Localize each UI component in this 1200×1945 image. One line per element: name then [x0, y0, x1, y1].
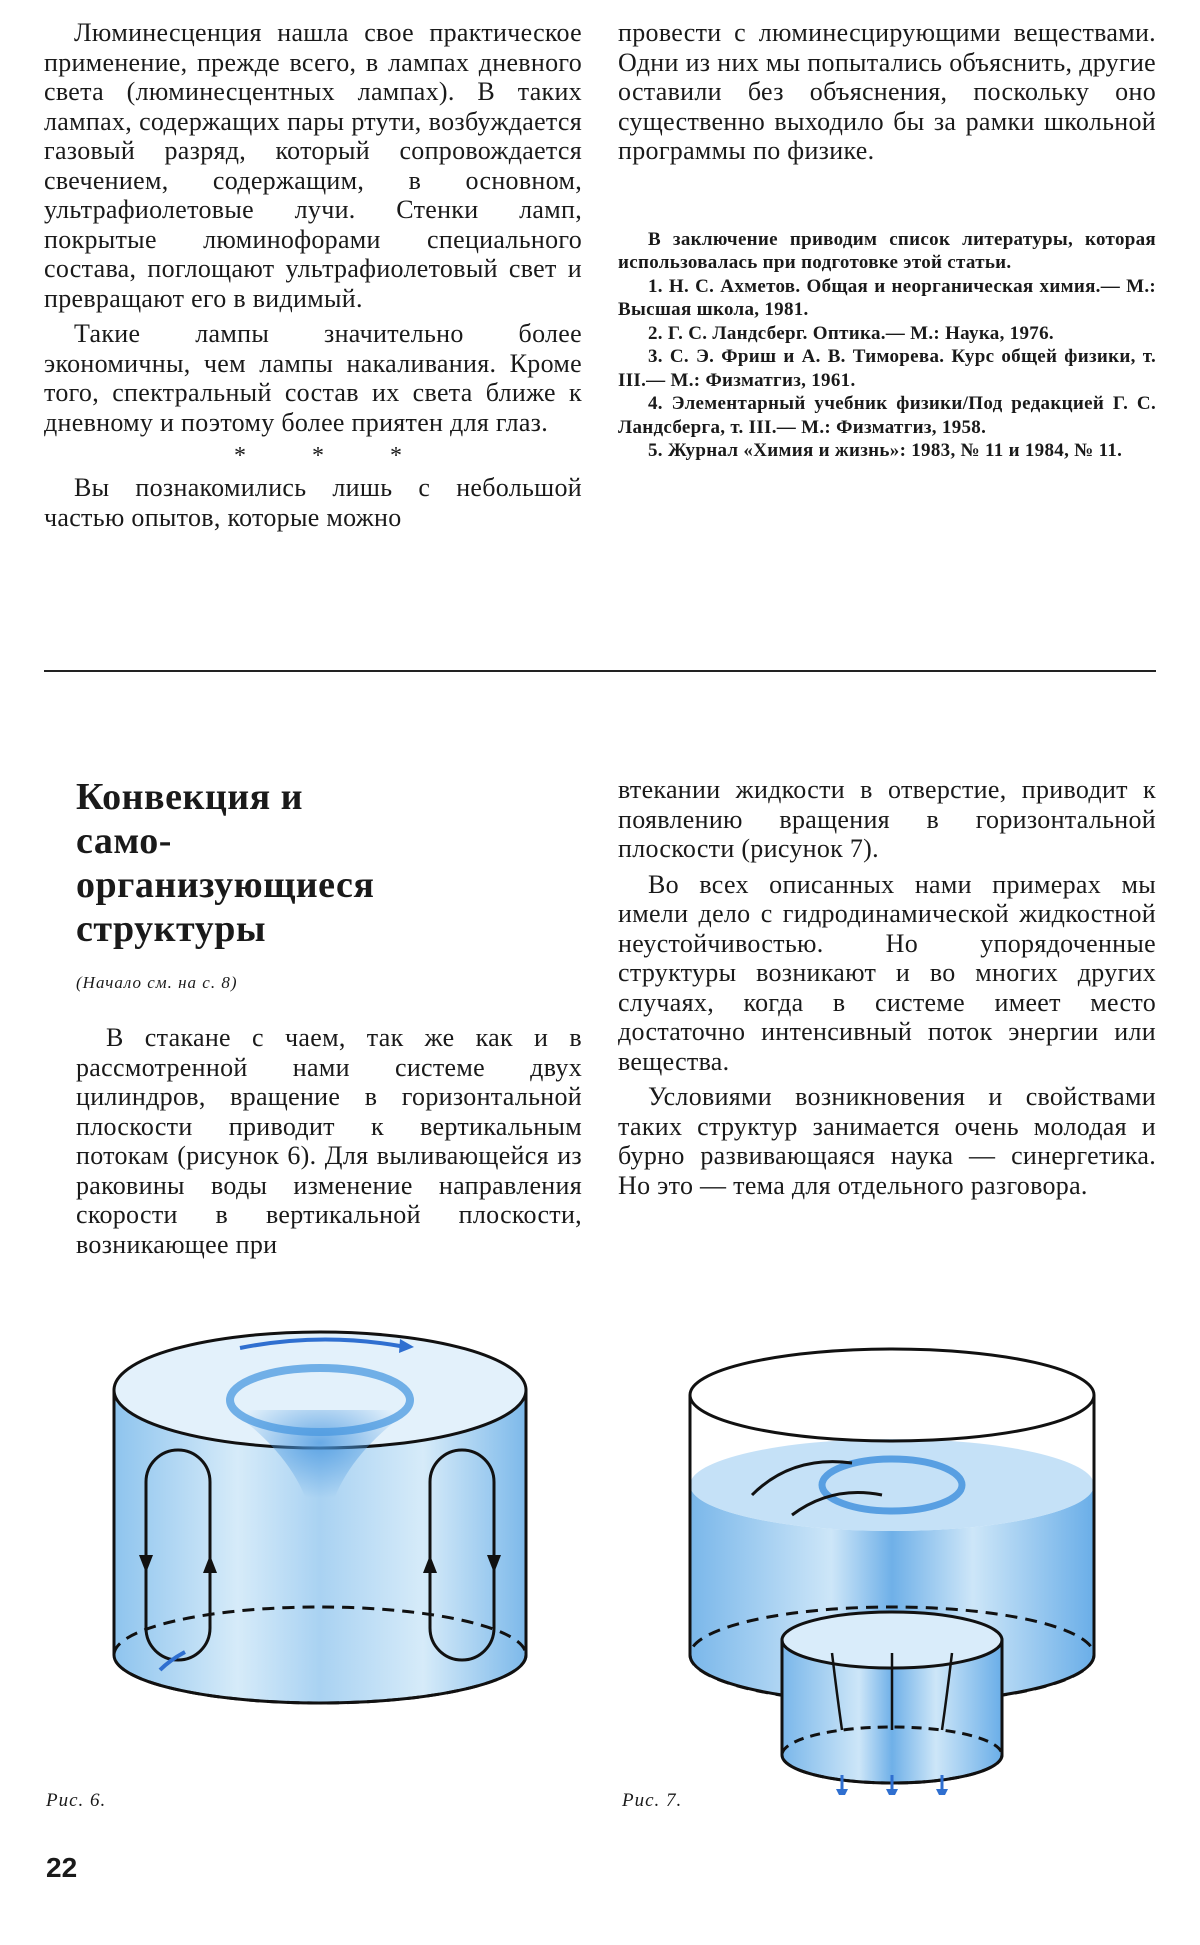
- horizontal-divider: [44, 670, 1156, 672]
- reference-item: 2. Г. С. Ландсберг. Оптика.— М.: Наука, 1976.: [648, 322, 1054, 344]
- paragraph: Во всех описанных нами примерах мы имели дело с гидродинамической жидкостной неустойчивостью. Но упорядоченные структуры возникают и во многих других случаях, когда в системе имеет место достаточно интенсивный поток энергии или вещества.: [618, 869, 1156, 1076]
- paragraph: Условиями возникновения и свойствами таких структур занимается очень молодая и бурно развивающаяся наука — синергетика. Но это — тема для отдельного разговора.: [618, 1082, 1156, 1200]
- title-line: Конвекция и: [76, 776, 304, 818]
- paragraph: Вы познакомились лишь с небольшой частью опытов, которые можно: [44, 473, 582, 532]
- references-intro: В заключение приводим список литературы, которая использовалась при подготовке этой статьи.: [618, 228, 1156, 273]
- figure-7-drain-illustration: [682, 1335, 1102, 1795]
- title-line: организующиеся: [76, 864, 375, 906]
- article-right-column: [618, 775, 1156, 1206]
- reference-item: 5. Журнал «Химия и жизнь»: 1983, № 11 и 1984, № 11.: [648, 440, 1123, 461]
- article-left-column: [76, 775, 582, 1265]
- reference-item: 1. Н. С. Ахметов. Общая и неорганическая химия.— М.: Высшая школа, 1981.: [618, 275, 1156, 320]
- reference-item: 4. Элементарный учебник физики/Под редакцией Г. С. Ландсберга, т. III.— М.: Физматгиз, 1958.: [618, 393, 1156, 438]
- paragraph: Люминесценция нашла свое практическое применение, прежде всего, в лампах дневного света (люминесцентных лампах). В таких лампах, содержащих пары ртути, возбуждается газовый разряд, который сопровождается свечением, содержащим, в основном, ультрафиолетовые лучи. Стенки ламп, покрытые люминофорами специального состава, поглощают ультрафиолетовый свет и превращают его в видимый.: [44, 18, 582, 313]
- reference-item: 3. С. Э. Фриш и А. В. Тиморева. Курс общей физики, т. III.— М.: Физматгиз, 1961.: [618, 346, 1156, 391]
- article-title: [76, 775, 582, 951]
- paragraph: Такие лампы значительно более экономичны, чем лампы накаливания. Кроме того, спектральный состав их света ближе к дневному и поэтому более приятен для глаз.: [44, 319, 582, 437]
- top-left-column: [44, 18, 582, 538]
- paragraph: втекании жидкости в отверстие, приводит к появлению вращения в горизонтальной плоскости (рисунок 7).: [618, 775, 1156, 863]
- section-separator: * * *: [234, 443, 432, 469]
- vessel-top: [690, 1349, 1094, 1441]
- paragraph: провести с люминесцирующими веществами. Одни из них мы попытались объяснить, другие оставили без объяснения, поскольку оно существенно выходило бы за рамки школьной программы по физике.: [618, 18, 1156, 165]
- page-number: 22: [46, 1852, 78, 1883]
- title-line: само-: [76, 820, 172, 862]
- continued-from-note: (Начало см. на с. 8): [76, 973, 238, 992]
- figure-6-cylinder-illustration: [100, 1320, 540, 1710]
- references: [618, 228, 1156, 463]
- figure-7-caption: Рис. 7.: [622, 1790, 683, 1811]
- figure-6-caption: Рис. 6.: [46, 1790, 107, 1811]
- water-surface: [690, 1439, 1094, 1531]
- title-line: структуры: [76, 908, 266, 950]
- paragraph: В стакане с чаем, так же как и в рассмотренной нами системе двух цилиндров, вращение в горизонтальной плоскости приводит к вертикальным потокам (рисунок 6). Для выливающейся из раковины воды изменение направления скорости в вертикальной плоскости, возникающее при: [76, 1023, 582, 1259]
- top-right-column: [618, 18, 1156, 463]
